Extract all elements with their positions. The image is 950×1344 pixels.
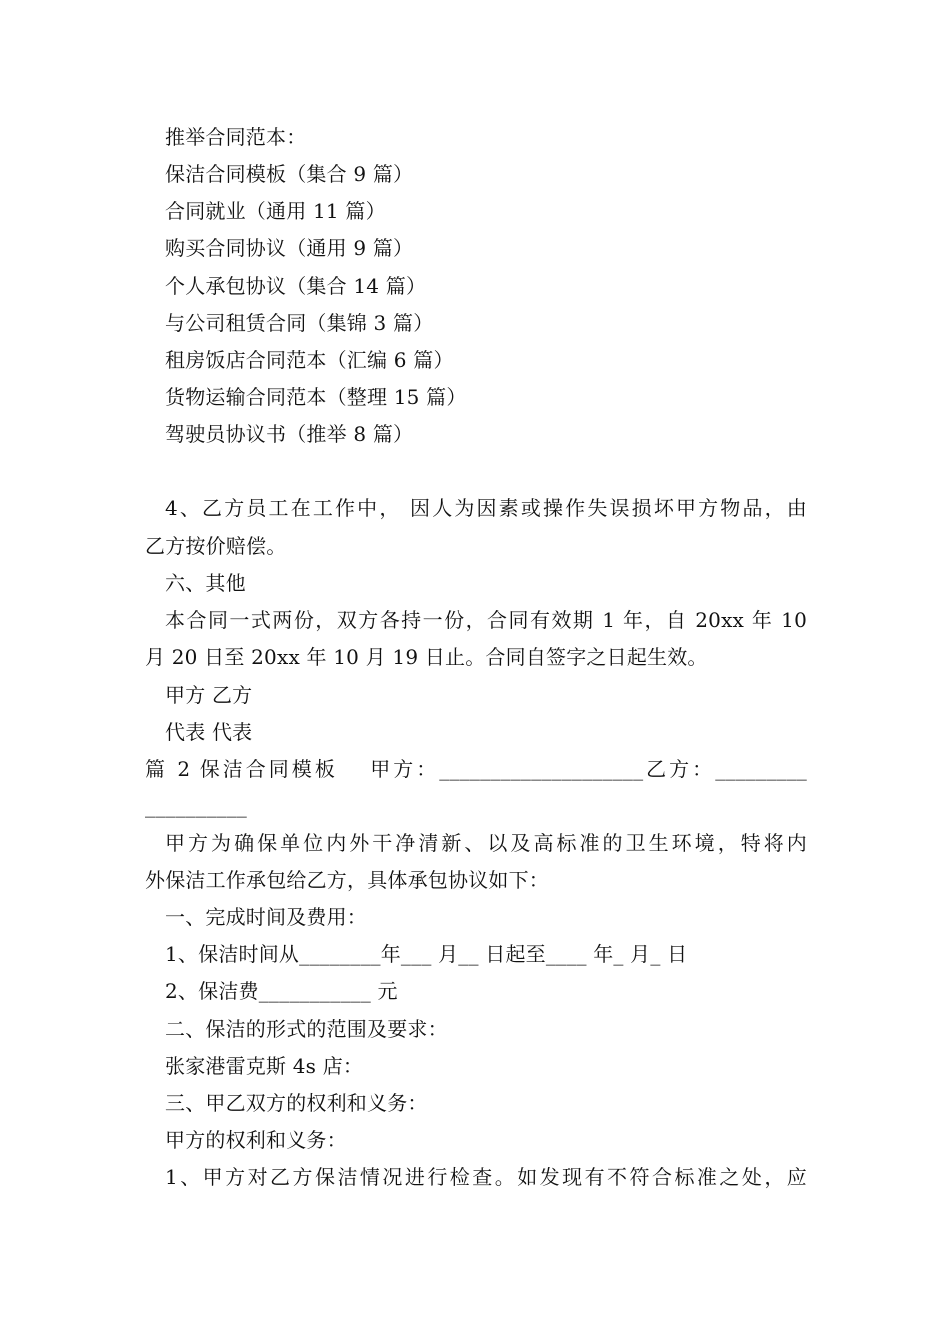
section-2-location: 张家港雷克斯 4s 店： bbox=[165, 1054, 364, 1078]
section-2-heading: 二、保洁的形式的范围及要求： bbox=[165, 1017, 448, 1041]
section-1-item-1: 1、保洁时间从________年___ 月__ 日起至____ 年_ 月_ 日 bbox=[165, 942, 688, 966]
section-1-heading: 一、完成时间及费用： bbox=[165, 905, 367, 929]
article-2-title: 篇 2 保洁合同模板 甲方：____________________乙方：_________ bbox=[145, 757, 807, 781]
party-a-item-1: 1、甲方对乙方保洁情况进行检查。如发现有不符合标准之处，应 bbox=[165, 1165, 807, 1189]
recommend-link-7[interactable]: 货物运输合同范本（整理 15 篇） bbox=[165, 385, 467, 409]
recommend-link-3[interactable]: 购买合同协议（通用 9 篇） bbox=[165, 236, 414, 260]
contract-term-line1: 本合同一式两份，双方各持一份，合同有效期 1 年，自 20xx 年 10 bbox=[165, 608, 807, 632]
party-a-heading: 甲方的权利和义务： bbox=[165, 1128, 347, 1152]
recommend-link-4[interactable]: 个人承包协议（集合 14 篇） bbox=[165, 274, 427, 298]
recommend-link-5[interactable]: 与公司租赁合同（集锦 3 篇） bbox=[165, 311, 434, 335]
recommend-heading: 推举合同范本： bbox=[165, 125, 307, 149]
recommend-link-6[interactable]: 租房饭店合同范本（汇编 6 篇） bbox=[165, 348, 454, 372]
recommend-link-1[interactable]: 保洁合同模板（集合 9 篇） bbox=[165, 162, 414, 186]
section-6-heading: 六、其他 bbox=[165, 571, 246, 595]
recommend-link-8[interactable]: 驾驶员协议书（推举 8 篇） bbox=[165, 422, 414, 446]
article-2-title-cont: __________ bbox=[145, 794, 247, 818]
signature-representatives: 代表 代表 bbox=[165, 720, 253, 744]
contract-term-line2: 月 20 日至 20xx 年 10 月 19 日止。合同自签字之日起生效。 bbox=[145, 645, 708, 669]
section-1-item-2: 2、保洁费___________ 元 bbox=[165, 979, 398, 1003]
signature-parties: 甲方 乙方 bbox=[165, 683, 253, 707]
intro-line2: 外保洁工作承包给乙方，具体承包协议如下： bbox=[145, 868, 549, 892]
intro-line1: 甲方为确保单位内外干净清新、以及高标准的卫生环境，特将内 bbox=[165, 831, 807, 855]
recommend-link-2[interactable]: 合同就业（通用 11 篇） bbox=[165, 199, 386, 223]
section-3-heading: 三、甲乙双方的权利和义务： bbox=[165, 1091, 428, 1115]
clause-4-line1: 4、乙方员工在工作中， 因人为因素或操作失误损坏甲方物品，由 bbox=[165, 496, 807, 520]
clause-4-line2: 乙方按价赔偿。 bbox=[145, 534, 287, 558]
